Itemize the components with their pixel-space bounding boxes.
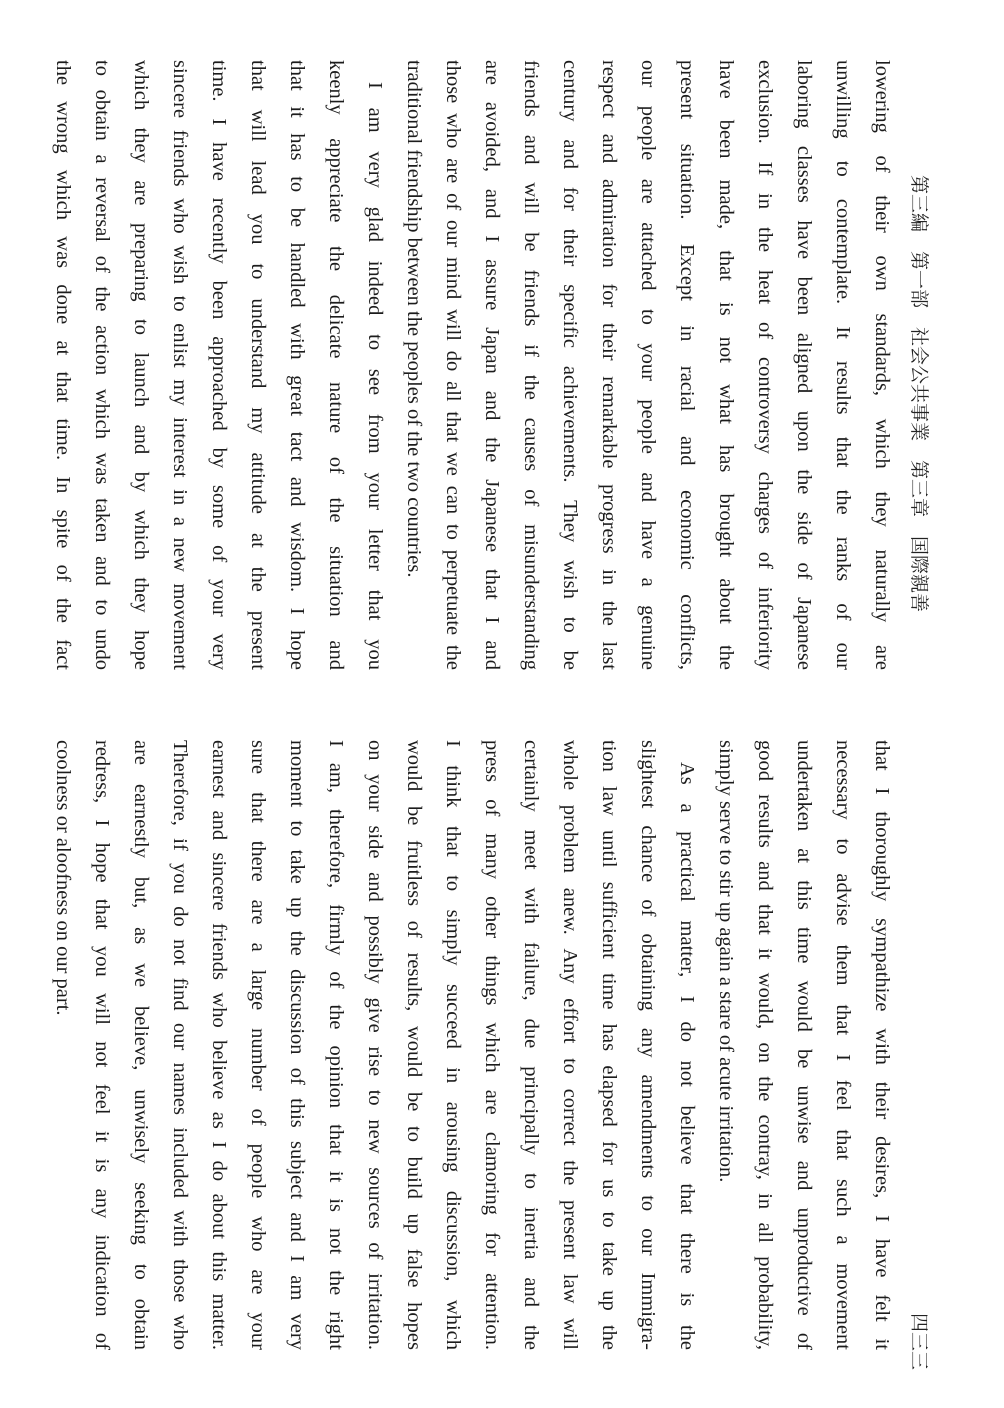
text-line: Therefore, if you do not find our names included with those who [169,740,191,1350]
text-line: century and for their specific achievements. They wish to be [559,60,581,670]
paragraph-start-line: As a practical matter, I do not believe that there is the [676,762,698,1350]
text-line: whole problem anew. Any effort to correct the present law will [559,740,581,1350]
section-path: 第三編 第一部 社会公共事業 第三章 国際親善 [908,175,930,613]
text-line: good results and that it would, on the contray, in all probability, [754,740,776,1350]
text-line: earnest and sincere friends who believe as I do about this matter. [208,740,230,1350]
left-text-column [43,60,901,670]
paragraph-start-line: I am very glad indeed to see from your letter that you [364,82,386,670]
text-line: respect and admiration for their remarkable progress in the last [598,60,620,670]
text-line: time. I have recently been approached by some of your very [208,60,230,670]
text-line: traditional friendship between the peoples of the two countries. [403,60,425,578]
text-line: exclusion. If in the heat of controversy charges of inferiority [754,60,776,670]
running-header [904,50,934,1370]
text-line: that it has to be handled with great tact and wisdom. I hope [286,60,308,670]
text-line: present situation. Except in racial and economic conflicts, [676,60,698,670]
text-line: sure that there are a large number of people who are your [247,740,269,1350]
text-line: simply serve to stir up again a stare of acute irritation. [715,740,737,1183]
text-line: undertaken at this time would be unwise and unproductive of [793,740,815,1350]
text-line: are avoided, and I assure Japan and the Japanese that I and [481,60,503,670]
text-line: that I thoroughly sympathize with their desires, I have felt it [871,740,893,1350]
text-line: lowering of their own standards, which they naturally are [871,60,893,670]
text-line: redress, I hope that you will not feel it is any indication of [91,740,113,1350]
text-line: unwilling to contemplate. It results that the ranks of our [832,60,854,670]
text-line: necessary to advise them that I feel that such a movement [832,740,854,1350]
text-line: those who are of our mind will do all that we can to perpetuate the [442,60,464,670]
text-line: our people are attached to your people and have a genuine [637,60,659,670]
text-line: laboring classes have been aligned upon the side of Japanese [793,60,815,670]
text-line: the wrong which was done at that time. In spite of the fact [52,60,74,670]
text-line: friends and will be friends if the causes of misunderstanding [520,60,542,670]
text-line: press of many other things which are clamoring for attention. [481,740,503,1350]
text-line: slightest chance of obtaining any amendments to our Immigra- [637,740,659,1350]
page-number: 四三三 [908,1312,930,1370]
text-line: on your side and possibly give rise to new sources of irritation. [364,740,386,1350]
text-line: moment to take up the discussion of this subject and I am very [286,740,308,1350]
text-line: which they are preparing to launch and by which they hope [130,60,152,670]
right-text-column [43,740,901,1350]
text-line: coolness or aloofness on our part. [52,740,74,1016]
text-line: have been made, that is not what has brought about the [715,60,737,670]
text-line: are earnestly but, as we believe, unwisely seeking to obtain [130,740,152,1350]
text-line: that will lead you to understand my attitude at the present [247,60,269,670]
text-line: would be fruitless of results, would be to build up false hopes [403,740,425,1350]
text-line: I am, therefore, firmly of the opinion that it is not the right [325,740,347,1350]
text-line: sincere friends who wish to enlist my interest in a new movement [169,60,191,670]
text-line: keenly appreciate the delicate nature of the situation and [325,60,347,670]
text-line: to obtain a reversal of the action which was taken and to undo [91,60,113,670]
text-line: certainly meet with failure, due principally to inertia and the [520,740,542,1350]
text-line: I think that to simply succeed in arousing discussion, which [442,740,464,1350]
text-line: tion law until sufficient time has elapsed for us to take up the [598,740,620,1350]
